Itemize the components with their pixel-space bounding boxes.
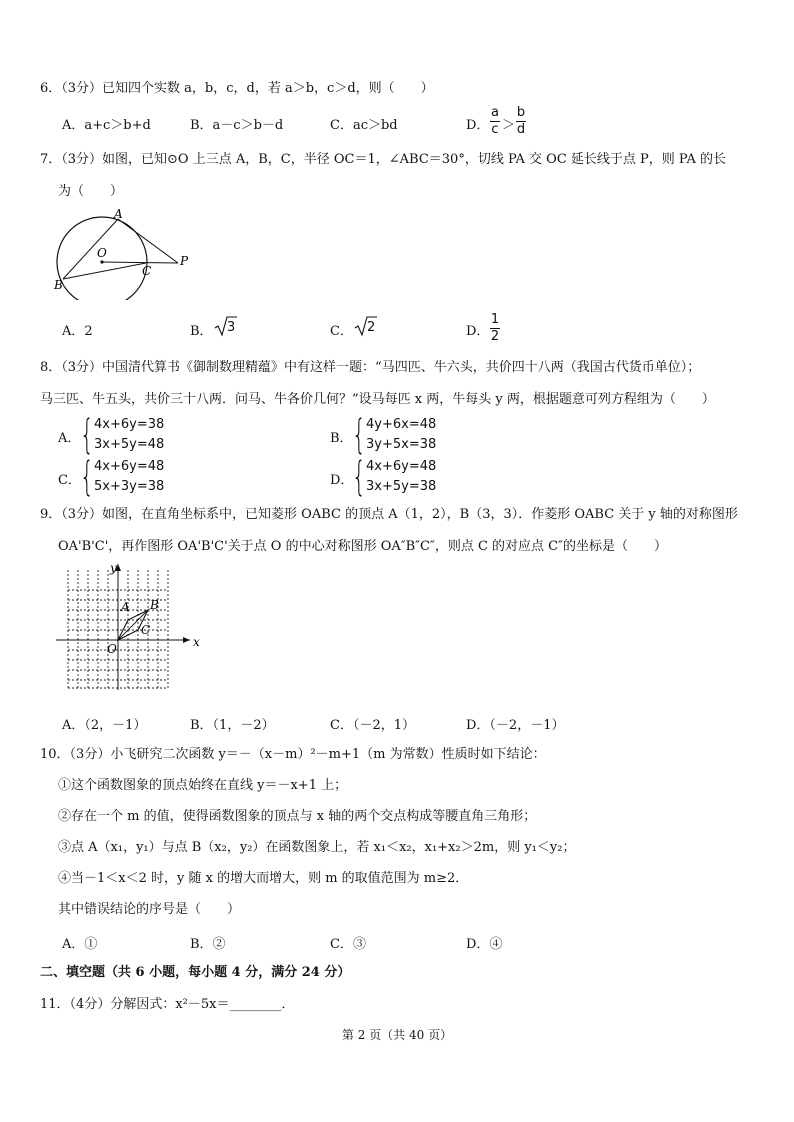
q9-label-b: B bbox=[150, 598, 159, 612]
q10-statement-3: ③点 A（x₁，y₁）与点 B（x₂，y₂）在函数图象上，若 x₁＜x₂，x₁+x₂＞2m，则 y₁＜y₂； bbox=[58, 840, 576, 855]
q9-option-a: A．（2，－1） bbox=[62, 718, 147, 733]
q10-option-b: B．② bbox=[190, 937, 226, 952]
q10-option-d: D．④ bbox=[466, 937, 503, 952]
q8-option-a-label: A． bbox=[58, 431, 81, 446]
q8-a-eq2: 3x+5y=48 bbox=[94, 437, 165, 452]
q8-b-eq2: 3y+5x=38 bbox=[366, 437, 437, 452]
q6-option-d-label: D． bbox=[466, 118, 490, 133]
q8-d-eq1: 4x+6y=48 bbox=[366, 459, 437, 474]
q6-option-c: C．ac＞bd bbox=[330, 118, 398, 133]
q11-stem: 11．（4分）分解因式：x²－5x＝________． bbox=[40, 997, 295, 1012]
q9-label-c: C bbox=[141, 623, 151, 637]
q10-ask: 其中错误结论的序号是（ ） bbox=[58, 902, 241, 917]
q6-stem: 6．（3分）已知四个实数 a，b，c，d，若 a＞b，c＞d，则（ ） bbox=[40, 81, 434, 96]
q6-option-d-frac2 bbox=[516, 106, 526, 137]
q8-b-eq1: 4y+6x=48 bbox=[366, 417, 437, 432]
q10-statement-2: ②存在一个 m 的值，使得函数图象的顶点与 x 轴的两个交点构成等腰直角三角形； bbox=[58, 809, 537, 824]
q7-center-dot bbox=[100, 260, 103, 263]
section-2-heading: 二、填空题（共 6 小题，每小题 4 分，满分 24 分） bbox=[40, 965, 351, 980]
q7-segment-op bbox=[102, 262, 178, 263]
q7-d-num: 1 bbox=[490, 312, 500, 327]
q7-tangent-pa bbox=[118, 219, 178, 263]
q7-option-d-frac bbox=[490, 313, 500, 344]
q7-stem-line1: 7．（3分）如图，已知⊙O 上三点 A，B，C，半径 OC＝1，∠ABC＝30°，切线 PA 交 OC 延长线于点 P，则 PA 的长 bbox=[40, 152, 726, 167]
q8-a-eq1: 4x+6y=38 bbox=[94, 417, 165, 432]
q6-d-num1: a bbox=[491, 105, 499, 120]
q8-c-eq2: 5x+3y=38 bbox=[94, 479, 165, 494]
q9-x-axis-arrow bbox=[183, 637, 190, 643]
q7-option-d-label: D． bbox=[466, 324, 490, 339]
q9-label-y: y bbox=[110, 562, 117, 575]
q9-label-x: x bbox=[193, 635, 200, 649]
q9-stem-line1: 9．（3分）如图，在直角坐标系中，已知菱形 OABC 的顶点 A（1，2），B（3，3）．作菱形 OABC 关于 y 轴的对称图形 bbox=[40, 507, 738, 522]
q9-option-d: D．（－2，－1） bbox=[466, 718, 565, 733]
q7-d-den: 2 bbox=[490, 329, 500, 344]
q9-coordinate-figure bbox=[52, 562, 202, 692]
q8-stem-line1: 8．（3分）中国清代算书《御制数理精蕴》中有这样一题：“马四匹、牛六头，共价四十八两（我国古代货币单位）； bbox=[40, 360, 701, 375]
q6-option-a: A．a+c＞b+d bbox=[62, 118, 151, 133]
q7-stem-line2: 为（ ） bbox=[58, 184, 124, 199]
q8-option-b-label: B． bbox=[330, 431, 353, 446]
q7-option-b-label: B． bbox=[190, 324, 213, 339]
q10-statement-4: ④当－1＜x＜2 时，y 随 x 的增大而增大，则 m 的取值范围为 m≥2． bbox=[58, 871, 469, 886]
q9-stem-line2: OA'B'C'，再作图形 OA'B'C'关于点 O 的中心对称图形 OA″B″C″，则点 C 的对应点 C″的坐标是（ ） bbox=[58, 539, 667, 554]
q8-d-eq2: 3x+5y=38 bbox=[366, 479, 437, 494]
q7-option-c-label: C． bbox=[330, 324, 353, 339]
q7-label-a: A bbox=[114, 207, 123, 221]
q6-option-b: B．a－c＞b－d bbox=[190, 118, 284, 133]
q7-option-c-radicand: 2 bbox=[367, 320, 376, 335]
q9-option-b: B．（1，－2） bbox=[190, 718, 275, 733]
q7-label-c: C bbox=[142, 264, 152, 278]
page-footer: 第 2 页（共 40 页） bbox=[341, 1028, 453, 1042]
q8-option-c-label: C． bbox=[58, 473, 81, 488]
q8-stem-line2: 马三匹、牛五头，共价三十八两．问马、牛各价几何？”设马每匹 x 两，牛每头 y 两，根据题意可列方程组为（ ） bbox=[40, 392, 715, 407]
q10-option-a: A．① bbox=[62, 937, 98, 952]
q6-d-num2: b bbox=[516, 105, 526, 120]
q8-c-eq1: 4x+6y=48 bbox=[94, 459, 165, 474]
q7-option-a: A．2 bbox=[62, 324, 93, 339]
q6-option-d-gt: ＞ bbox=[502, 118, 516, 133]
q7-label-b: B bbox=[54, 278, 63, 292]
q10-option-c: C．③ bbox=[330, 937, 366, 952]
q6-d-den2: d bbox=[516, 122, 526, 137]
q10-stem: 10．（3分）小飞研究二次函数 y＝－（x－m）²－m+1（m 为常数）性质时如下结论： bbox=[40, 747, 546, 762]
q8-option-d-label: D． bbox=[330, 473, 354, 488]
q7-circle-figure bbox=[50, 205, 200, 300]
q9-label-o: O bbox=[107, 642, 117, 656]
q7-option-b-radicand: 3 bbox=[227, 320, 236, 335]
q9-label-a: A bbox=[121, 600, 130, 614]
q9-option-c: C．（－2，1） bbox=[330, 718, 415, 733]
q6-option-d-frac1 bbox=[490, 106, 500, 137]
q7-label-p: P bbox=[180, 254, 189, 268]
q7-label-o: O bbox=[97, 246, 107, 260]
q10-statement-1: ①这个函数图象的顶点始终在直线 y＝－x+1 上； bbox=[58, 778, 348, 793]
q6-d-den1: c bbox=[491, 122, 499, 137]
